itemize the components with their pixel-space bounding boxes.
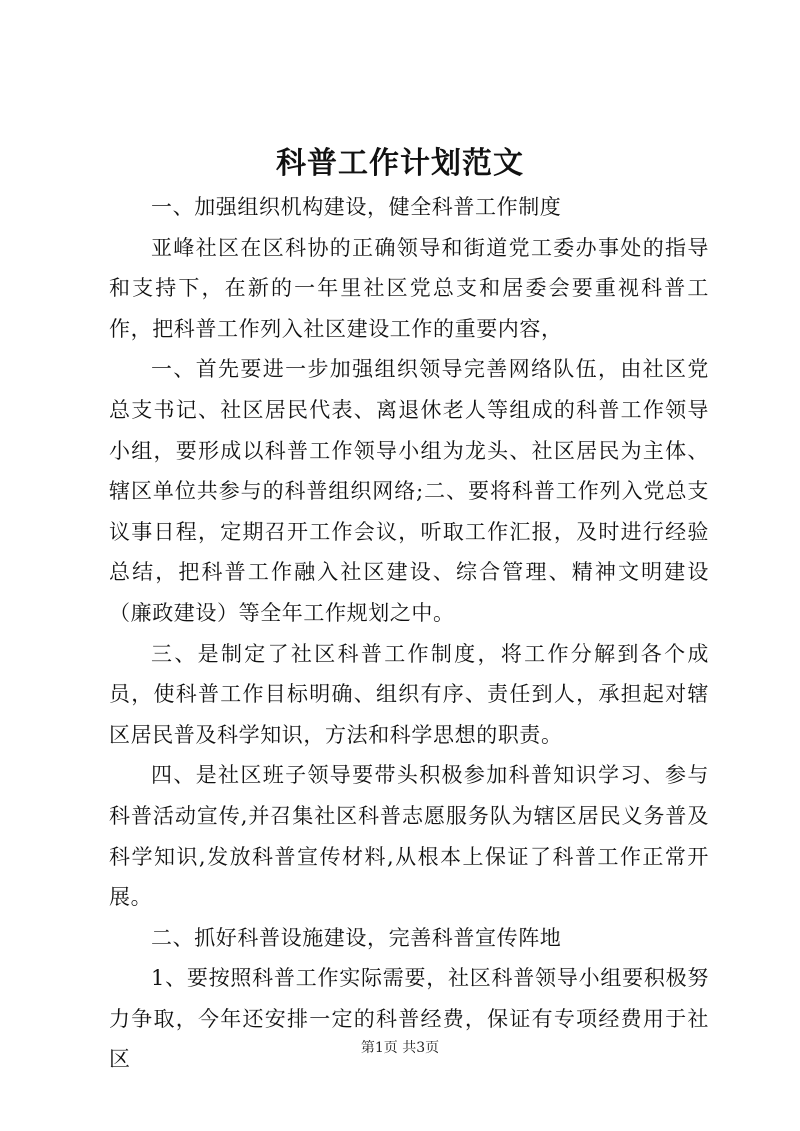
section-heading-1: 一、加强组织机构建设，健全科普工作制度 [151,195,562,219]
paragraph-organization: 一、首先要进一步加强组织领导完善网络队伍，由社区党总支书记、社区居民代表、离退休老人等组成的科普工作领导小组，要形成以科普工作领导小组为龙头、社区居民为主体、辖区单位共参与的科普组织网络;二、要将科普工作列入党总支议事日程，定期召开工作会议，听取工作汇报，及时进行经验总结，把科普工作融入社区建设、综合管理、精神文明建设（廉政建设）等全年工作规划之中。 [109,357,709,625]
section-heading-2: 二、抓好科普设施建设，完善科普宣传阵地 [151,925,562,950]
document-title: 科普工作计划范文 [276,146,524,181]
paragraph-system: 三、是制定了社区科普工作制度，将工作分解到各个成员，使科普工作目标明确、组织有序、责任到人，承担起对辖区居民普及科学知识，方法和科学思想的职责。 [109,641,709,747]
document-body [109,187,709,1080]
paragraph-leadership: 四、是社区班子领导要带头积极参加科普知识学习、参与科普活动宣传,并召集社区科普志愿服务队为辖区居民义务普及科学知识,发放科普宣传材料,从根本上保证了科普工作正常开展。 [109,763,709,910]
paragraph-funding: 1、要按照科普工作实际需要，社区科普领导小组要积极努力争取，今年还安排一定的科普经费，保证有专项经费用于社区 [109,966,709,1072]
page-number-footer: 第1页 共3页 [360,1040,440,1056]
paragraph-intro: 亚峰社区在区科协的正确领导和街道党工委办事处的指导和支持下，在新的一年里社区党总支和居委会要重视科普工作，把科普工作列入社区建设工作的重要内容， [109,235,709,341]
